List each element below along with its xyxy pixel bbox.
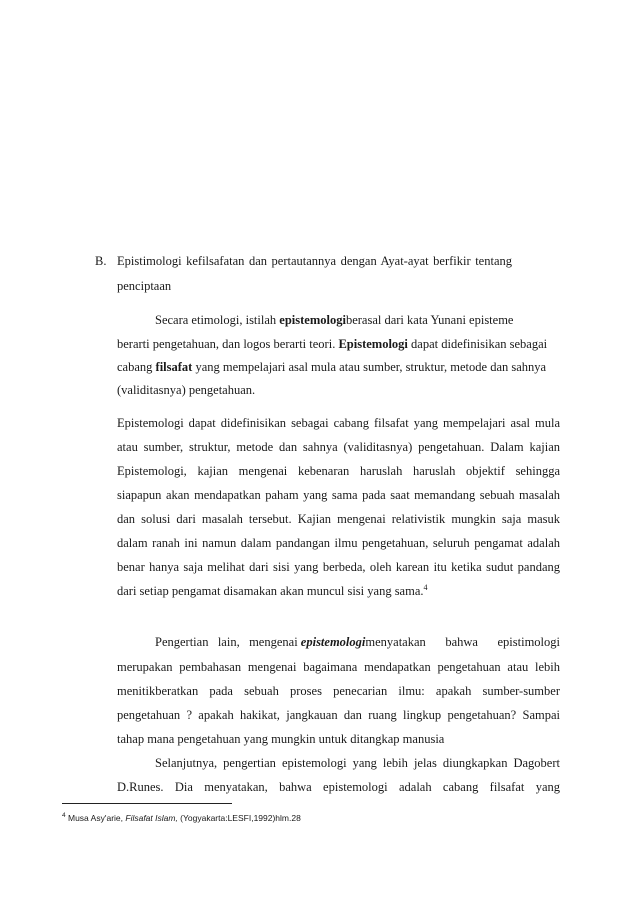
para2-line: dan solusi dari masalah tersebut. Kajian mengenai relativistik mungkin saja masuk: [117, 512, 560, 526]
para3-line-1: [155, 634, 560, 650]
para1-text: Secara etimologi, istilah: [155, 313, 280, 327]
para4-line-1: Selanjutnya, pengertian epistemologi yang lebih jelas diungkapkan Dagobert: [155, 756, 560, 770]
section-marker: B.: [95, 254, 107, 268]
para2-line: siapapun akan mendapatkan paham yang sama pada saat memandang sebuah masalah: [117, 488, 560, 502]
footnote-author: Musa Asy'arie,: [68, 813, 126, 823]
para3-last-line: tahap mana pengetahuan yang mungkin untuk ditangkap manusia: [117, 732, 445, 746]
para1-text: cabang: [117, 360, 156, 374]
para1-text: dapat didefinisikan sebagai: [407, 337, 548, 351]
para2-last-line: [117, 583, 428, 599]
para4-line-2: D.Runes. Dia menyatakan, bahwa epistemologi adalah cabang filsafat yang: [117, 780, 560, 794]
para2-line: Epistemologi, kajian mengenai kebenaran haruslah haruslah objektif sehingga: [117, 464, 560, 478]
para1-line-1: [155, 312, 513, 328]
para1-text: yang mempelajari asal mula atau sumber, struktur, metode dan sahnya: [192, 360, 547, 374]
para1-line-3: [117, 359, 546, 375]
footnote-publication: (Yogyakarta:LESFI,1992)hlm.28: [180, 813, 301, 823]
para2-line: atau sumber, struktur, metode dan sahnya (validitasnya) pengetahuan. Dalam kajian: [117, 440, 560, 454]
para3-line: merupakan pembahasan mengenai bagaimana mendapatkan pengetahuan atau lebih: [117, 660, 560, 674]
footnote-title: Filsafat Islam,: [125, 813, 181, 823]
para3-text: Pengertian lain, mengenai: [155, 635, 301, 649]
para2-line: dalam ranah ini namun dalam pandangan ilmu pengetahuan, seluruh pengamat adalah: [117, 536, 560, 550]
para1-term-epistemologi-2: Epistemologi: [338, 337, 408, 351]
footnote-reference[interactable]: 4: [423, 582, 428, 592]
para1-line-2: [117, 336, 547, 352]
footnote: [62, 813, 301, 824]
para1-term-filsafat: filsafat: [155, 360, 193, 374]
para2-text: dari setiap pengamat disamakan akan muncul sisi yang sama.: [117, 584, 424, 598]
section-heading-line-1: Epistimologi kefilsafatan dan pertautannya dengan Ayat-ayat berfikir tentang: [117, 254, 512, 268]
para1-line-4: (validitasnya) pengetahuan.: [117, 383, 256, 397]
para3-line: pengetahuan ? apakah hakikat, jangkauan dan ruang lingkup pengetahuan? Sampai: [117, 708, 560, 722]
para3-term-epistemologi: epistemologi: [300, 635, 366, 649]
section-heading-line-2: penciptaan: [117, 279, 172, 293]
para3-line: menitikberatkan pada sebuah proses penecarian ilmu: apakah sumber-sumber: [117, 684, 560, 698]
para1-text: berasal dari kata Yunani episteme: [345, 313, 514, 327]
footnote-number: 4: [62, 812, 66, 820]
para1-term-epistemologi: epistemologi: [279, 313, 346, 327]
para3-text: menyatakan bahwa epistimologi: [365, 635, 560, 649]
footnote-separator: [62, 803, 232, 804]
para1-text: berarti pengetahuan, dan logos berarti teori.: [117, 337, 339, 351]
para2-line: Epistemologi dapat didefinisikan sebagai cabang filsafat yang mempelajari asal mula: [117, 416, 560, 430]
para2-line: benar hanya saja melihat dari sisi yang berbeda, oleh karean itu ketika sudut pandang: [117, 560, 560, 574]
